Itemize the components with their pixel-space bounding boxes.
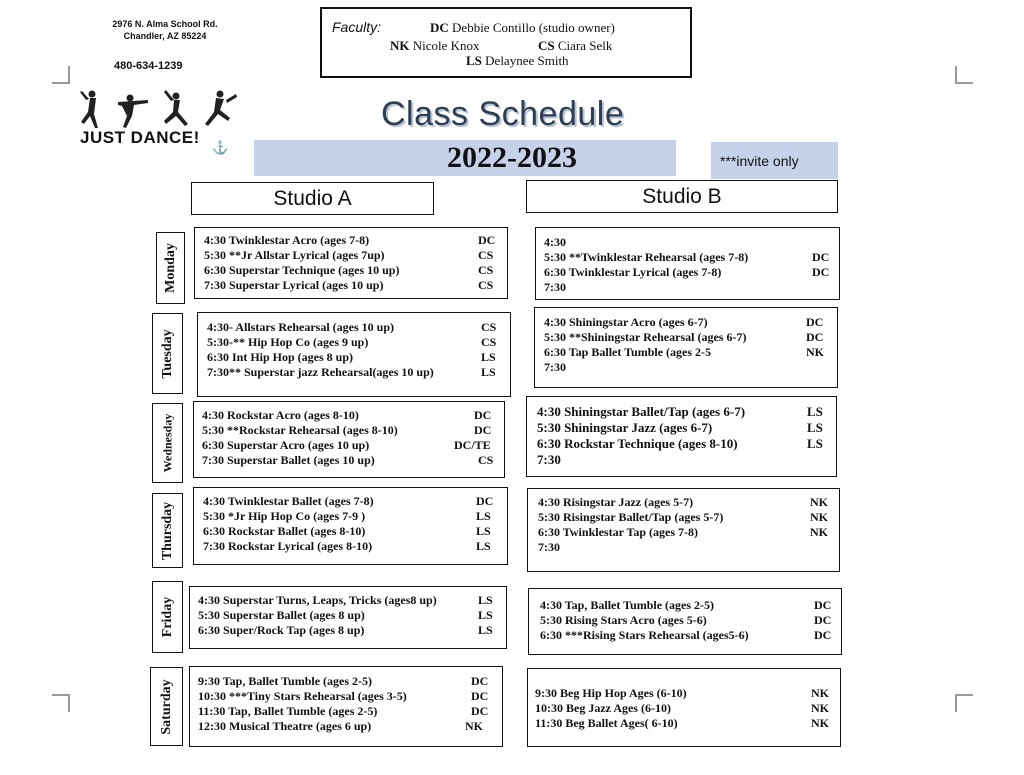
studio-phone: 480-634-1239 (114, 60, 183, 72)
studio-a-wednesday-box (193, 401, 505, 478)
studio-a-label: Studio A (273, 187, 352, 210)
studio-a-header (191, 182, 434, 215)
class-text: 4:30 Rockstar Acro (ages 8-10) (202, 408, 359, 422)
day-name: Monday (162, 243, 178, 293)
class-text: 6:30 Superstar Technique (ages 10 up) (204, 263, 400, 277)
class-entry (535, 686, 833, 701)
instructor: LS (481, 365, 496, 379)
class-entry (198, 593, 500, 608)
studio-b-wednesday-box (526, 396, 837, 477)
studio-b-tuesday-box (534, 307, 838, 388)
class-entry (535, 701, 833, 716)
class-entry (207, 350, 503, 365)
class-entry (538, 540, 834, 555)
day-label-tuesday (152, 313, 183, 394)
class-entry (203, 524, 499, 539)
class-text: 5:30 Shiningstar Jazz (ages 6-7) (537, 420, 713, 435)
instructor: DC (474, 423, 492, 437)
class-text: 5:30-** Hip Hop Co (ages 9 up) (207, 335, 369, 349)
class-entry (204, 278, 500, 293)
instructor: DC (814, 598, 832, 612)
faculty-initials: CS (538, 38, 555, 53)
instructor: DC (812, 250, 830, 264)
instructor: CS (478, 263, 494, 277)
faculty-name: Debbie Contillo (studio owner) (452, 20, 615, 35)
day-name: Saturday (158, 678, 174, 735)
class-text: 7:30 (538, 540, 560, 554)
class-text: 5:30 Superstar Ballet (ages 8 up) (198, 608, 365, 622)
address-line-1: 2976 N. Alma School Rd. (112, 19, 218, 29)
class-text: 4:30 Twinklestar Ballet (ages 7-8) (203, 494, 374, 508)
instructor: DC (806, 330, 824, 344)
instructor: DC (476, 494, 494, 508)
class-text: 7:30 (544, 280, 566, 294)
class-text: 7:30 (544, 360, 566, 374)
class-text: 7:30 Superstar Ballet (ages 10 up) (202, 453, 375, 467)
class-entry (544, 315, 834, 330)
instructor: NK (811, 701, 829, 715)
corner-mark (955, 66, 973, 84)
faculty-box (320, 7, 692, 78)
class-entry (544, 330, 834, 345)
studio-address (100, 18, 230, 42)
class-text: 6:30 Int Hip Hop (ages 8 up) (207, 350, 354, 364)
instructor: LS (807, 420, 823, 435)
class-text: 10:30 ***Tiny Stars Rehearsal (ages 3-5) (198, 689, 407, 703)
studio-b-thursday-box (527, 488, 840, 572)
class-entry (544, 265, 834, 280)
school-year: 2022-2023 (447, 141, 577, 174)
class-text: 5:30 Rising Stars Acro (ages 5-6) (540, 613, 707, 627)
studio-b-label: Studio B (642, 185, 722, 208)
corner-mark (52, 694, 70, 712)
class-entry (203, 494, 499, 509)
instructor: LS (478, 593, 493, 607)
faculty-member-nk (390, 38, 480, 54)
class-text: 6:30 Rockstar Technique (ages 8-10) (537, 436, 738, 451)
instructor: CS (478, 278, 494, 292)
class-entry (207, 365, 503, 380)
day-label-monday (156, 232, 185, 304)
instructor: NK (810, 510, 828, 524)
class-entry (207, 335, 503, 350)
instructor: NK (810, 495, 828, 509)
class-entry (544, 360, 834, 375)
class-entry (198, 623, 500, 638)
class-text: 4:30 Superstar Turns, Leaps, Tricks (ages8 up) (198, 593, 437, 607)
class-text: 5:30 **Shiningstar Rehearsal (ages 6-7) (544, 330, 747, 344)
day-label-saturday (150, 667, 183, 746)
logo-text: JUST DANCE! (80, 128, 200, 147)
page-title: Class Schedule (381, 95, 625, 133)
class-entry (540, 628, 836, 643)
faculty-member-cs (538, 38, 612, 54)
class-text: 6:30 Tap Ballet Tumble (ages 2-5 (544, 345, 712, 359)
instructor: DC (814, 628, 832, 642)
class-entry (544, 345, 834, 360)
faculty-initials: LS (466, 53, 482, 68)
instructor: LS (476, 524, 491, 538)
class-entry (207, 320, 503, 335)
faculty-name: Ciara Selk (557, 38, 613, 53)
class-entry (204, 248, 500, 263)
class-text: 7:30** Superstar jazz Rehearsal(ages 10 up) (207, 365, 434, 379)
just-dance-logo (78, 88, 238, 158)
class-entry (535, 716, 833, 731)
class-text: 4:30- Allstars Rehearsal (ages 10 up) (207, 320, 394, 334)
class-text: 6:30 Twinklestar Tap (ages 7-8) (538, 525, 699, 539)
class-text: 5:30 **Rockstar Rehearsal (ages 8-10) (202, 423, 398, 437)
day-name: Wednesday (160, 413, 174, 473)
instructor: NK (465, 719, 483, 733)
studio-b-header (526, 180, 838, 213)
class-entry (198, 689, 496, 704)
faculty-name: Nicole Knox (412, 38, 480, 53)
class-text: 6:30 Super/Rock Tap (ages 8 up) (198, 623, 365, 637)
instructor: LS (807, 404, 823, 419)
class-entry (202, 453, 498, 468)
class-text: 5:30 Risingstar Ballet/Tap (ages 5-7) (538, 510, 724, 524)
class-entry (544, 280, 834, 295)
studio-b-monday-box (535, 227, 840, 300)
faculty-label: Faculty: (332, 19, 382, 35)
day-name: Thursday (159, 501, 175, 560)
class-text: 6:30 Superstar Acro (ages 10 up) (202, 438, 370, 452)
class-text: 4:30 Twinklestar Acro (ages 7-8) (204, 233, 370, 247)
class-text: 7:30 (537, 452, 561, 467)
class-text: 7:30 Rockstar Lyrical (ages 8-10) (203, 539, 373, 553)
class-text: 6:30 ***Rising Stars Rehearsal (ages5-6) (540, 628, 749, 642)
studio-a-saturday-box (189, 666, 503, 747)
instructor: DC (471, 674, 489, 688)
class-entry (544, 235, 834, 250)
day-name: Tuesday (159, 328, 175, 379)
class-entry (537, 435, 831, 452)
class-entry (198, 674, 496, 689)
class-entry (540, 598, 836, 613)
address-line-2: Chandler, AZ 85224 (123, 31, 207, 41)
class-text: 6:30 Rockstar Ballet (ages 8-10) (203, 524, 366, 538)
studio-a-thursday-box (193, 487, 508, 565)
class-entry (202, 438, 498, 453)
corner-mark (52, 66, 70, 84)
class-text: 4:30 Tap, Ballet Tumble (ages 2-5) (540, 598, 715, 612)
faculty-initials: DC (430, 20, 449, 35)
class-entry (538, 495, 834, 510)
instructor: NK (811, 716, 829, 730)
class-entry (538, 525, 834, 540)
instructor: DC (812, 265, 830, 279)
instructor: LS (476, 539, 491, 553)
instructor: DC (471, 689, 489, 703)
class-text: 5:30 **Jr Allstar Lyrical (ages 7up) (204, 248, 385, 262)
class-entry (537, 451, 831, 468)
instructor: DC (478, 233, 496, 247)
instructor: DC (474, 408, 492, 422)
class-entry (198, 608, 500, 623)
faculty-member-dc (430, 20, 615, 36)
class-text: 4:30 Shiningstar Acro (ages 6-7) (544, 315, 708, 329)
class-text: 4:30 Risingstar Jazz (ages 5-7) (538, 495, 694, 509)
anchor-icon: ⚓ (212, 140, 229, 155)
class-text: 11:30 Beg Ballet Ages( 6-10) (535, 716, 678, 730)
studio-b-friday-box (528, 588, 842, 655)
studio-a-monday-box (194, 227, 508, 299)
day-label-friday (152, 581, 183, 653)
instructor: LS (481, 350, 496, 364)
class-entry (198, 704, 496, 719)
class-entry (198, 719, 496, 734)
instructor: DC/TE (454, 438, 491, 452)
class-text: 10:30 Beg Jazz Ages (6-10) (535, 701, 671, 715)
instructor: DC (471, 704, 489, 718)
faculty-member-ls (466, 53, 569, 69)
class-text: 5:30 *Jr Hip Hop Co (ages 7-9 ) (203, 509, 366, 523)
class-text: 6:30 Twinklestar Lyrical (ages 7-8) (544, 265, 722, 279)
day-label-wednesday (152, 403, 183, 483)
day-name: Friday (159, 596, 175, 638)
class-entry (537, 419, 831, 436)
class-entry (538, 510, 834, 525)
invite-only-note (711, 142, 838, 179)
corner-mark (955, 694, 973, 712)
faculty-initials: NK (390, 38, 410, 53)
instructor: CS (478, 248, 494, 262)
day-label-thursday (152, 493, 183, 568)
faculty-name: Delaynee Smith (485, 53, 569, 68)
class-text: 5:30 **Twinklestar Rehearsal (ages 7-8) (544, 250, 749, 264)
instructor: NK (806, 345, 824, 359)
instructor: NK (811, 686, 829, 700)
studio-a-tuesday-box (197, 312, 511, 397)
class-entry (540, 613, 836, 628)
instructor: LS (478, 608, 493, 622)
class-text: 11:30 Tap, Ballet Tumble (ages 2-5) (198, 704, 378, 718)
class-text: 9:30 Tap, Ballet Tumble (ages 2-5) (198, 674, 373, 688)
instructor: DC (806, 315, 824, 329)
class-entry (202, 423, 498, 438)
invite-only-text: ***invite only (720, 153, 799, 169)
instructor: CS (481, 320, 497, 334)
class-text: 9:30 Beg Hip Hop Ages (6-10) (535, 686, 687, 700)
class-entry (537, 403, 831, 420)
instructor: LS (478, 623, 493, 637)
class-text: 12:30 Musical Theatre (ages 6 up) (198, 719, 372, 733)
class-entry (544, 250, 834, 265)
class-text: 4:30 Shiningstar Ballet/Tap (ages 6-7) (537, 404, 746, 419)
class-text: 4:30 (544, 235, 566, 249)
studio-b-saturday-box (527, 668, 841, 747)
class-entry (203, 539, 499, 554)
class-entry (202, 408, 498, 423)
class-entry (203, 509, 499, 524)
instructor: LS (476, 509, 491, 523)
studio-a-friday-box (189, 586, 507, 649)
class-entry (204, 263, 500, 278)
instructor: LS (807, 436, 823, 451)
instructor: CS (478, 453, 494, 467)
instructor: CS (481, 335, 497, 349)
class-entry (204, 233, 500, 248)
class-text: 7:30 Superstar Lyrical (ages 10 up) (204, 278, 384, 292)
instructor: NK (810, 525, 828, 539)
instructor: DC (814, 613, 832, 627)
